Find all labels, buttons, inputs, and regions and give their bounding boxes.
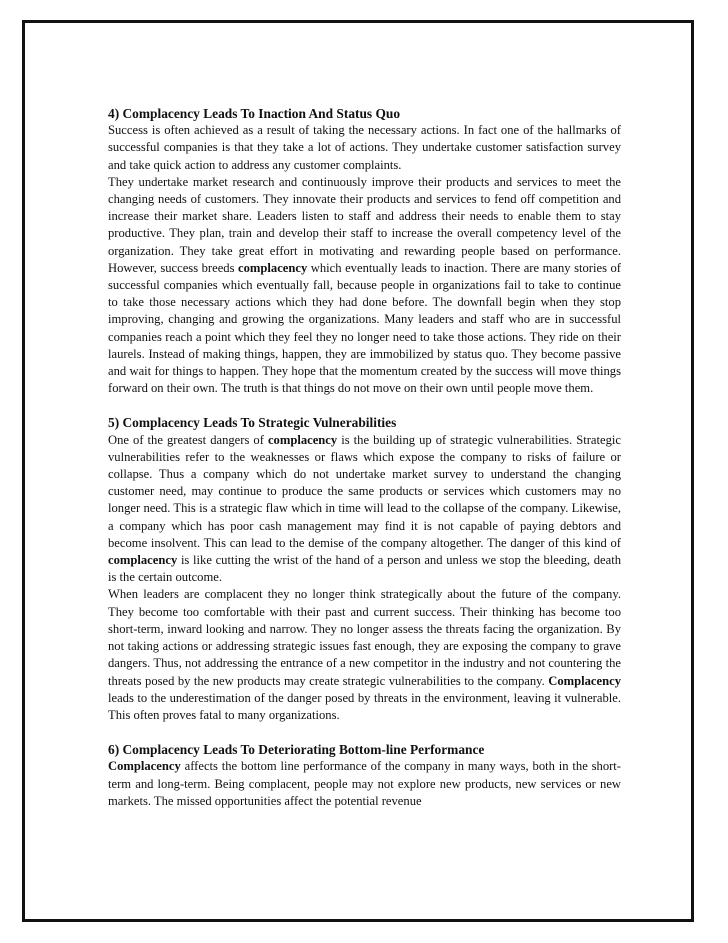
section-heading: 5) Complacency Leads To Strategic Vulnerabilities <box>108 415 397 431</box>
section-heading: 4) Complacency Leads To Inaction And Status Quo <box>108 106 401 121</box>
paragraph <box>108 122 621 174</box>
section-5 <box>108 414 621 724</box>
emphasis-term: complacency <box>238 260 308 275</box>
text-run: When leaders are complacent they no longer think strategically about the future of the company. They become too comfortable with their past and current success. Their thinking has become too short-term, inward looking and narrow. They no longer assess the threats facing the organization. By not taking actions or addressing strategic issues fast enough, they are exposing the company to grave dangers. Thus, not addressing the entrance of a new competitor in the industry and not countering the threats posed by the new products may create strategic vulnerabilities to the company. <box>108 587 621 688</box>
emphasis-term: complacency <box>108 553 178 568</box>
paragraph <box>108 432 621 587</box>
paragraph <box>108 174 621 398</box>
text-run: They undertake market research and continuously improve their products and services to meet the changing needs of customers. They innovate their products and services to fend off competition and increase their market share. Leaders listen to staff and address their needs to enable them to stay productive. They plan, train and develop their staff to increase the overall competency level of the organization. They take great effort in motivating and rewarding people based on performance. However, success breeds <box>108 174 621 275</box>
emphasis-term: Complacency <box>108 759 181 774</box>
paragraph <box>108 758 621 810</box>
text-run: which eventually leads to inaction. There are many stories of successful companies which eventually fall, because people in organizations fail to take to continue to take those necessary actions which they had done before. The downfall begin when they stop improving, changing and growing the organizations. Many leaders and staff who are in successful companies reach a point which they feel they no longer need to take those actions. They ride on their laurels. Instead of making things, happen, they are immobilized by status quo. They become passive and wait for things to happen. They hope that the momentum created by the success will move things forward on their own. The truth is that things do not move on their own until people move them. <box>108 260 621 396</box>
text-run: One of the greatest dangers of <box>108 432 268 447</box>
section-4 <box>108 105 621 397</box>
text-run: affects the bottom line performance of the company in many ways, both in the short-term and long-term. Being complacent, people may not explore new products, new services or new markets. The missed opportunities affect the potential revenue <box>108 759 621 808</box>
text-run: is the building up of strategic vulnerabilities. Strategic vulnerabilities refer to the weaknesses or flaws which expose the company to risks of failure or collapse. Thus a company which do not undertake market survey to understand the changing customer need, may continue to produce the same products or services which customers may no longer need. This is a strategic flaw which in time will lead to the collapse of the company. Likewise, a company which has poor cash management may find it is not capable of paying debtors and become insolvent. This can lead to the demise of the company altogether. The danger of this kind of <box>108 432 621 550</box>
document-body <box>108 105 621 810</box>
emphasis-term: complacency <box>267 432 338 447</box>
paragraph <box>108 586 621 724</box>
text-run: is like cutting the wrist of the hand of a person and unless we stop the bleeding, death is the certain outcome. <box>108 553 621 585</box>
text-run: leads to the underestimation of the danger posed by threats in the environment, leaving it vulnerable. This often proves fatal to many organizations. <box>108 690 621 722</box>
text-run: Success is often achieved as a result of taking the necessary actions. In fact one of the hallmarks of successful companies is that they take a lot of actions. They undertake customer satisfaction survey and take quick action to address any customer complaints. <box>108 123 621 172</box>
section-6 <box>108 741 621 810</box>
emphasis-term: Complacency <box>548 673 621 688</box>
section-heading: 6) Complacency Leads To Deteriorating Bottom-line Performance <box>108 742 485 758</box>
